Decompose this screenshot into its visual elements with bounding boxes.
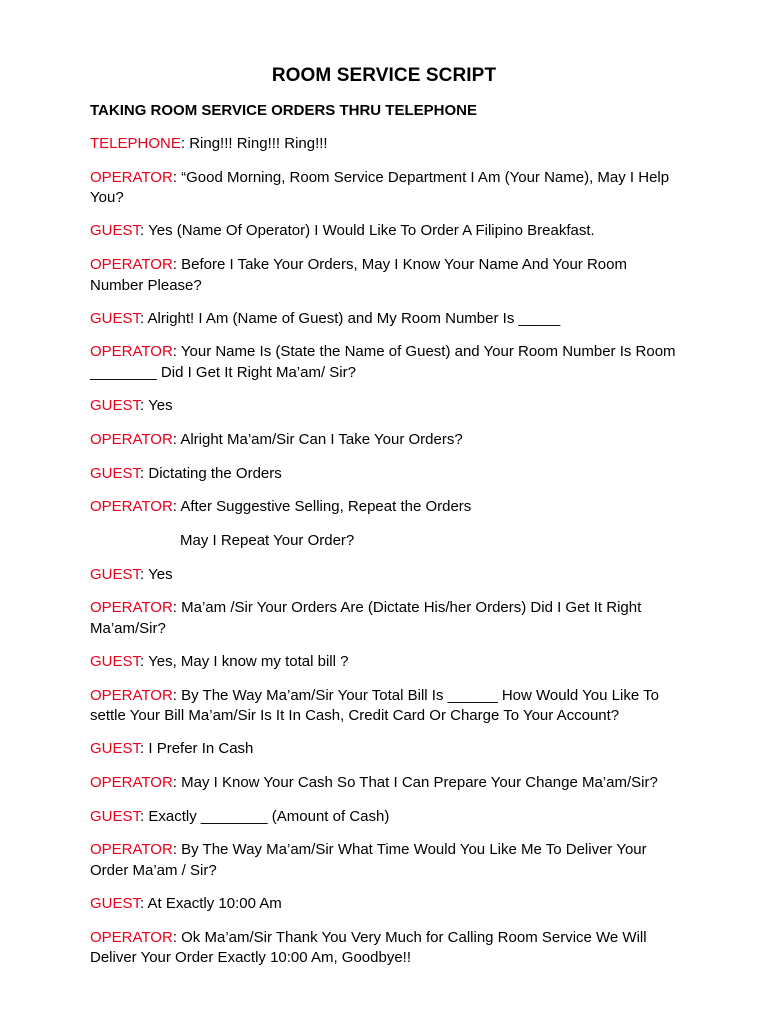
dialogue-line	[90, 598, 678, 639]
dialogue-text: Alright! I Am (Name of Guest) and My Room Number Is _____	[147, 309, 561, 327]
speaker-separator: :	[140, 464, 149, 482]
speaker-label: OPERATOR	[90, 343, 173, 361]
dialogue-line	[90, 255, 678, 296]
speaker-label: GUEST	[90, 895, 141, 913]
dialogue-text: May I Repeat Your Order?	[180, 531, 355, 549]
dialogue-text: Yes (Name Of Operator) I Would Like To Order A Filipino Breakfast.	[148, 222, 595, 240]
dialogue-line	[90, 309, 678, 330]
dialogue-line	[90, 807, 678, 828]
speaker-label: GUEST	[90, 652, 141, 670]
dialogue-text: “Good Morning, Room Service Department I Am (Your Name), May I Help You?	[90, 168, 670, 207]
speaker-label: OPERATOR	[90, 430, 173, 448]
dialogue-line	[90, 342, 678, 383]
speaker-label: OPERATOR	[90, 256, 173, 274]
speaker-separator: :	[172, 168, 182, 186]
speaker-separator: :	[140, 807, 149, 825]
speaker-separator: :	[172, 599, 182, 617]
speaker-separator: :	[180, 135, 190, 152]
dialogue-text: After Suggestive Selling, Repeat the Orders	[180, 498, 472, 516]
speaker-label: OPERATOR	[90, 599, 173, 617]
dialogue-text: Yes	[148, 397, 173, 415]
dialogue-line-indented	[90, 531, 678, 552]
dialogue-line	[90, 928, 678, 969]
speaker-label: OPERATOR	[90, 498, 173, 516]
dialogue-line	[90, 464, 678, 485]
speaker-label: GUEST	[90, 807, 141, 825]
speaker-label: TELEPHONE	[90, 135, 181, 152]
dialogue-text: Yes, May I know my total bill ?	[148, 652, 349, 670]
speaker-label: OPERATOR	[90, 928, 173, 946]
dialogue-line	[90, 430, 678, 451]
speaker-separator: :	[172, 430, 181, 448]
dialogue-text: By The Way Ma’am/Sir What Time Would You Like Me To Deliver Your Order Ma’am / Sir?	[90, 841, 647, 879]
speaker-separator: :	[140, 895, 148, 913]
dialogue-line	[90, 840, 678, 881]
dialogue-line	[90, 652, 678, 673]
speaker-label: OPERATOR	[90, 841, 173, 859]
speaker-label: OPERATOR	[90, 686, 173, 704]
dialogue-line	[90, 773, 678, 794]
document-subtitle: TAKING ROOM SERVICE ORDERS THRU TELEPHONE	[90, 102, 477, 119]
speaker-label: GUEST	[90, 222, 141, 240]
speaker-separator: :	[140, 222, 149, 240]
speaker-label: GUEST	[90, 309, 141, 327]
speaker-separator: :	[172, 841, 182, 859]
dialogue-text: Ring!!! Ring!!! Ring!!!	[189, 135, 328, 152]
document-title: ROOM SERVICE SCRIPT	[271, 65, 497, 86]
speaker-separator: :	[172, 343, 181, 361]
dialogue-text: Before I Take Your Orders, May I Know Your Name And Your Room Number Please?	[90, 256, 627, 294]
speaker-label: GUEST	[90, 464, 141, 482]
dialogue-text: I Prefer In Cash	[148, 740, 254, 758]
dialogue-line	[90, 686, 678, 727]
speaker-separator: :	[140, 652, 149, 670]
dialogue-line	[90, 134, 678, 155]
speaker-separator: :	[172, 256, 182, 274]
speaker-label: GUEST	[90, 565, 141, 583]
dialogue-text: Ok Ma’am/Sir Thank You Very Much for Calling Room Service We Will Deliver Your Order Exactly 10:00 Am, Goodbye!!	[90, 928, 647, 967]
dialogue-text: Exactly ________ (Amount of Cash)	[148, 807, 390, 825]
dialogue-line	[90, 894, 678, 915]
dialogue-line	[90, 221, 678, 242]
dialogue-text: Ma’am /Sir Your Orders Are (Dictate His/her Orders) Did I Get It Right Ma’am/Sir?	[90, 599, 642, 637]
dialogue-list	[90, 134, 678, 969]
dialogue-text: Yes	[148, 565, 173, 583]
dialogue-line	[90, 168, 678, 209]
speaker-label: GUEST	[90, 397, 141, 415]
dialogue-text: Alright Ma’am/Sir Can I Take Your Orders?	[180, 430, 463, 448]
speaker-separator: :	[172, 686, 182, 704]
speaker-label: GUEST	[90, 740, 141, 758]
dialogue-line	[90, 497, 678, 518]
dialogue-text: Your Name Is (State the Name of Guest) and Your Room Number Is Room ________ Did I Get It Right Ma’am/ Sir?	[90, 343, 676, 381]
speaker-separator: :	[140, 309, 148, 327]
dialogue-text: Dictating the Orders	[148, 464, 282, 482]
speaker-separator: :	[172, 774, 182, 791]
dialogue-line	[90, 565, 678, 586]
speaker-label: OPERATOR	[90, 168, 173, 186]
speaker-separator: :	[140, 397, 149, 415]
speaker-separator: :	[140, 565, 149, 583]
dialogue-text: By The Way Ma’am/Sir Your Total Bill Is ______ How Would You Like To settle Your Bill Ma’am/Sir Is It In Cash, Credit Card Or Charge To Your Account?	[90, 686, 659, 725]
dialogue-text: At Exactly 10:00 Am	[147, 895, 282, 913]
speaker-separator: :	[172, 498, 181, 516]
speaker-separator: :	[172, 928, 182, 946]
dialogue-text: May I Know Your Cash So That I Can Prepare Your Change Ma’am/Sir?	[181, 774, 658, 791]
dialogue-line	[90, 739, 678, 760]
speaker-separator: :	[140, 740, 149, 758]
speaker-label: OPERATOR	[90, 774, 173, 791]
dialogue-line	[90, 396, 678, 417]
